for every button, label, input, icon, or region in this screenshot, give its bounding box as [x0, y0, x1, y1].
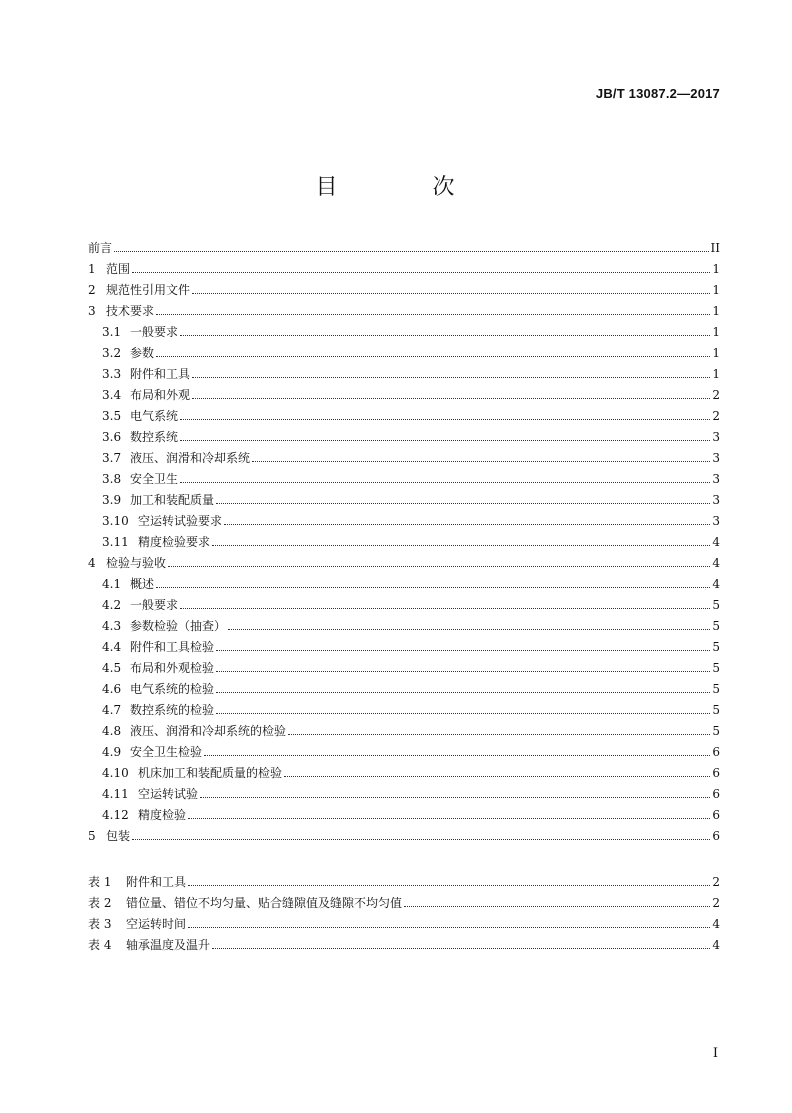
entry-page-number: 6	[712, 829, 720, 843]
entry-page-number: 1	[712, 262, 720, 276]
entry-page-number: 5	[712, 598, 720, 612]
entry-label: 空运转试验	[138, 787, 199, 801]
entry-label: 数控系统	[130, 430, 179, 444]
dot-leader	[200, 797, 710, 798]
entry-label: 前言	[88, 241, 113, 255]
entry-page-number: 5	[712, 682, 720, 696]
dot-leader	[156, 356, 710, 357]
entry-label: 附件和工具	[126, 875, 187, 889]
entry-page-number: 5	[712, 703, 720, 717]
toc-entry[interactable]	[88, 297, 720, 318]
page-number: I	[712, 1046, 718, 1061]
dot-leader	[132, 272, 710, 273]
entry-number: 表 1	[88, 875, 112, 889]
document-code: JB/T 13087.2—2017	[595, 86, 720, 101]
entry-label: 一般要求	[130, 325, 179, 339]
page-title: 目 次	[315, 175, 499, 200]
entry-label: 附件和工具	[130, 367, 191, 381]
toc-entry[interactable]	[88, 633, 720, 654]
entry-page-number: 1	[712, 367, 720, 381]
table-list-entry[interactable]	[88, 910, 720, 931]
toc-entry[interactable]	[88, 549, 720, 570]
entry-page-number: 4	[712, 577, 720, 591]
entry-label: 安全卫生	[130, 472, 179, 486]
entry-number: 4.5	[102, 661, 122, 675]
toc-entry[interactable]	[88, 801, 720, 822]
list-of-tables	[88, 868, 720, 952]
toc-entry[interactable]	[88, 738, 720, 759]
entry-number: 3.6	[102, 430, 122, 444]
entry-number: 4.8	[102, 724, 122, 738]
entry-label: 规范性引用文件	[106, 283, 191, 297]
entry-number: 3.7	[102, 451, 122, 465]
dot-leader	[192, 377, 710, 378]
dot-leader	[156, 314, 710, 315]
toc-entry[interactable]	[88, 591, 720, 612]
toc-entry[interactable]	[88, 507, 720, 528]
dot-leader	[156, 587, 710, 588]
entry-label: 包装	[106, 829, 131, 843]
dot-leader	[188, 927, 710, 928]
table-of-contents	[88, 234, 720, 843]
toc-entry[interactable]	[88, 528, 720, 549]
entry-page-number: 5	[712, 619, 720, 633]
entry-number: 4.11	[102, 787, 129, 801]
dot-leader	[180, 419, 710, 420]
entry-number: 4.12	[102, 808, 129, 822]
entry-number: 4.7	[102, 703, 122, 717]
toc-entry[interactable]	[88, 822, 720, 843]
entry-page-number: 6	[712, 745, 720, 759]
dot-leader	[132, 839, 710, 840]
toc-entry[interactable]	[88, 444, 720, 465]
entry-page-number: II	[710, 241, 720, 255]
entry-label: 空运转试验要求	[138, 514, 223, 528]
dot-leader	[180, 440, 710, 441]
entry-label: 精度检验要求	[138, 535, 211, 549]
dot-leader	[212, 948, 710, 949]
toc-entry[interactable]	[88, 381, 720, 402]
toc-entry[interactable]	[88, 339, 720, 360]
entry-page-number: 3	[712, 472, 720, 486]
dot-leader	[168, 566, 710, 567]
entry-label: 安全卫生检验	[130, 745, 203, 759]
entry-label: 错位量、错位不均匀量、贴合缝隙值及缝隙不均匀值	[126, 896, 403, 910]
dot-leader	[180, 482, 710, 483]
entry-page-number: 4	[712, 556, 720, 570]
table-list-entry[interactable]	[88, 931, 720, 952]
dot-leader	[204, 755, 710, 756]
entry-page-number: 2	[712, 896, 720, 910]
entry-label: 机床加工和装配质量的检验	[138, 766, 283, 780]
entry-label: 布局和外观检验	[130, 661, 215, 675]
entry-label: 检验与验收	[106, 556, 167, 570]
dot-leader	[212, 545, 710, 546]
toc-entry[interactable]	[88, 486, 720, 507]
dot-leader	[252, 461, 710, 462]
dot-leader	[180, 335, 710, 336]
entry-page-number: 2	[712, 388, 720, 402]
entry-page-number: 6	[712, 787, 720, 801]
entry-number: 3.4	[102, 388, 122, 402]
entry-number: 3.11	[102, 535, 129, 549]
entry-label: 电气系统的检验	[130, 682, 215, 696]
entry-number: 4	[88, 556, 96, 570]
toc-entry[interactable]	[88, 570, 720, 591]
entry-page-number: 1	[712, 325, 720, 339]
dot-leader	[216, 671, 710, 672]
entry-label: 电气系统	[130, 409, 179, 423]
entry-number: 3.2	[102, 346, 122, 360]
entry-number: 3.3	[102, 367, 122, 381]
dot-leader	[404, 906, 710, 907]
entry-number: 4.9	[102, 745, 122, 759]
dot-leader	[284, 776, 710, 777]
entry-page-number: 1	[712, 283, 720, 297]
entry-number: 表 3	[88, 917, 112, 931]
toc-entry[interactable]	[88, 696, 720, 717]
entry-page-number: 4	[712, 917, 720, 931]
entry-label: 一般要求	[130, 598, 179, 612]
toc-entry[interactable]	[88, 360, 720, 381]
dot-leader	[288, 734, 710, 735]
entry-number: 3.8	[102, 472, 122, 486]
entry-number: 3	[88, 304, 96, 318]
entry-page-number: 5	[712, 640, 720, 654]
toc-entry[interactable]	[88, 318, 720, 339]
toc-entry[interactable]	[88, 402, 720, 423]
toc-entry[interactable]	[88, 717, 720, 738]
dot-leader	[216, 650, 710, 651]
entry-number: 3.1	[102, 325, 122, 339]
entry-label: 参数检验（抽查）	[130, 619, 227, 633]
entry-number: 1	[88, 262, 96, 276]
toc-entry[interactable]	[88, 465, 720, 486]
entry-number: 4.4	[102, 640, 122, 654]
entry-number: 4.10	[102, 766, 129, 780]
entry-label: 精度检验	[138, 808, 187, 822]
toc-entry[interactable]	[88, 234, 720, 255]
dot-leader	[180, 608, 710, 609]
entry-label: 轴承温度及温升	[126, 938, 211, 952]
entry-number: 3.9	[102, 493, 122, 507]
toc-entry[interactable]	[88, 612, 720, 633]
dot-leader	[228, 629, 710, 630]
dot-leader	[188, 818, 710, 819]
entry-number: 4.6	[102, 682, 122, 696]
entry-label: 空运转时间	[126, 917, 187, 931]
entry-page-number: 3	[712, 451, 720, 465]
entry-number: 3.5	[102, 409, 122, 423]
toc-entry[interactable]	[88, 654, 720, 675]
entry-label: 技术要求	[106, 304, 155, 318]
entry-page-number: 3	[712, 493, 720, 507]
dot-leader	[114, 251, 709, 252]
entry-label: 数控系统的检验	[130, 703, 215, 717]
toc-entry[interactable]	[88, 276, 720, 297]
entry-page-number: 1	[712, 346, 720, 360]
dot-leader	[188, 885, 710, 886]
entry-number: 4.2	[102, 598, 122, 612]
dot-leader	[224, 524, 710, 525]
entry-number: 4.1	[102, 577, 122, 591]
dot-leader	[216, 503, 710, 504]
entry-page-number: 4	[712, 938, 720, 952]
toc-entry[interactable]	[88, 675, 720, 696]
entry-number: 表 2	[88, 896, 112, 910]
entry-number: 2	[88, 283, 96, 297]
entry-page-number: 2	[712, 409, 720, 423]
table-list-entry[interactable]	[88, 889, 720, 910]
entry-label: 范围	[106, 262, 131, 276]
entry-number: 表 4	[88, 938, 112, 952]
entry-label: 参数	[130, 346, 155, 360]
toc-entry[interactable]	[88, 423, 720, 444]
entry-label: 加工和装配质量	[130, 493, 215, 507]
entry-page-number: 6	[712, 766, 720, 780]
entry-label: 液压、润滑和冷却系统	[130, 451, 251, 465]
dot-leader	[192, 398, 710, 399]
entry-label: 液压、润滑和冷却系统的检验	[130, 724, 287, 738]
entry-page-number: 5	[712, 724, 720, 738]
entry-page-number: 1	[712, 304, 720, 318]
dot-leader	[192, 293, 710, 294]
entry-number: 4.3	[102, 619, 122, 633]
entry-label: 概述	[130, 577, 155, 591]
entry-page-number: 3	[712, 514, 720, 528]
entry-number: 5	[88, 829, 96, 843]
toc-entry[interactable]	[88, 780, 720, 801]
entry-page-number: 5	[712, 661, 720, 675]
entry-page-number: 3	[712, 430, 720, 444]
dot-leader	[216, 692, 710, 693]
table-list-entry[interactable]	[88, 868, 720, 889]
entry-label: 附件和工具检验	[130, 640, 215, 654]
entry-page-number: 4	[712, 535, 720, 549]
entry-page-number: 2	[712, 875, 720, 889]
entry-page-number: 6	[712, 808, 720, 822]
toc-entry[interactable]	[88, 759, 720, 780]
entry-number: 3.10	[102, 514, 129, 528]
toc-entry[interactable]	[88, 255, 720, 276]
entry-label: 布局和外观	[130, 388, 191, 402]
dot-leader	[216, 713, 710, 714]
